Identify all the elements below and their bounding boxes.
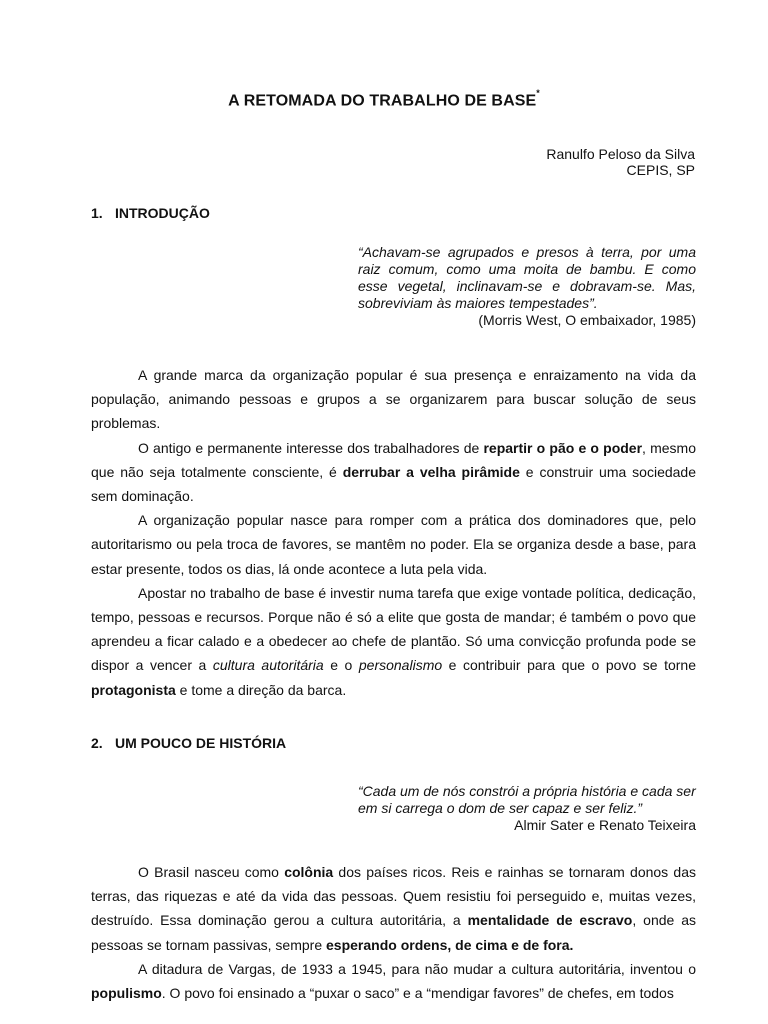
paragraph: Apostar no trabalho de base é investir numa tarefa que exige vontade política, dedicação, tempo, pessoas e recursos. Porque não é só a elite que gosta de mandar; é também o povo que aprendeu a ficar calado e a obedecer ao chefe de plantão. Só uma convicção profunda pode se dispor a vencer a cultura autoritária e o personalismo e contribuir para que o povo se torne protagonista e tome a direção da barca.: [91, 584, 696, 698]
section-heading-introducao: [91, 205, 210, 221]
epigraph-quote: [358, 244, 696, 329]
section-number: 2.: [91, 735, 103, 751]
document-title: A RETOMADA DO TRABALHO DE BASE*: [228, 88, 540, 110]
epigraph-quote: [358, 783, 696, 834]
section-title: UM POUCO DE HISTÓRIA: [115, 735, 287, 751]
quote-source: (Morris West, O embaixador, 1985): [478, 312, 696, 328]
quote-source: Almir Sater e Renato Teixeira: [514, 817, 696, 833]
paragraph: A ditadura de Vargas, de 1933 a 1945, para não mudar a cultura autoritária, inventou o populismo. O povo foi ensinado a “puxar o saco” e a “mendigar favores” de chefes, em todos: [91, 960, 696, 1002]
paragraph: A organização popular nasce para romper com a prática dos dominadores que, pelo autoritarismo ou pela troca de favores, se mantêm no poder. Ela se organiza desde a base, para estar presente, todos os dias, lá onde acontece a luta pela vida.: [91, 512, 696, 577]
paragraph: O antigo e permanente interesse dos trabalhadores de repartir o pão e o poder, mesmo que não seja totalmente consciente, é derrubar a velha pirâmide e construir uma sociedade sem dominação.: [91, 439, 697, 505]
section-number: 1.: [91, 205, 103, 221]
author-block: [546, 146, 695, 178]
footnote-mark: *: [536, 88, 540, 98]
section-body: [91, 860, 696, 1005]
paragraph: A grande marca da organização popular é sua presença e enraizamento na vida da população, animando pessoas e grupos a se organizarem para buscar solução de seus problemas.: [91, 367, 696, 432]
paragraph: O Brasil nasceu como colônia dos países ricos. Reis e rainhas se tornaram donos das terras, das riquezas e até da vida das pessoas. Quem resistiu foi perseguido e, muitas vezes, destruído. Essa dominação gerou a cultura autoritária, a mentalidade de escravo, onde as pessoas se tornam passivas, sempre esperando ordens, de cima e de fora.: [91, 864, 696, 953]
quote-text: “Cada um de nós constrói a própria história e cada ser em si carrega o dom de ser capaz e ser feliz.”: [358, 783, 696, 816]
author-name: Ranulfo Peloso da Silva: [546, 146, 695, 162]
quote-text: “Achavam-se agrupados e presos à terra, por uma raiz comum, como uma moita de bambu. E como esse vegetal, inclinavam-se e dobravam-se. Mas, sobreviviam às maiores tempestades”.: [358, 244, 696, 311]
section-title: INTRODUÇÃO: [115, 205, 210, 221]
section-body: [91, 363, 696, 702]
section-heading-historia: [91, 735, 286, 751]
author-org: CEPIS, SP: [626, 162, 695, 178]
